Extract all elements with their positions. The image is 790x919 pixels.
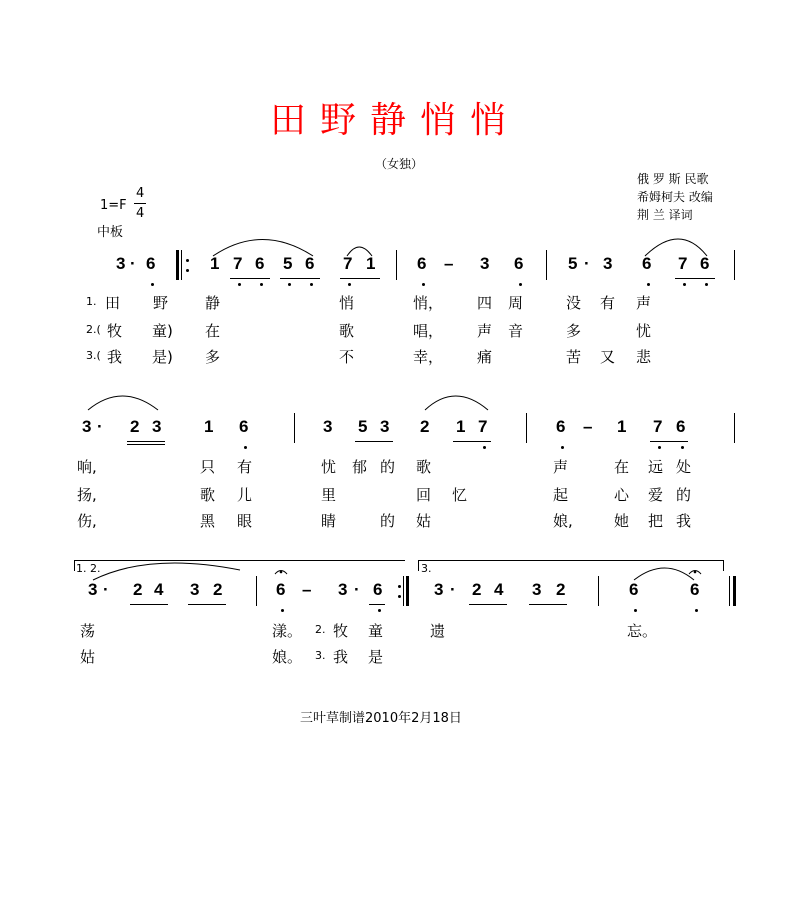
low-octave-dot xyxy=(281,609,284,612)
note: 6 xyxy=(146,254,156,273)
lyric-syllable: 把 xyxy=(648,512,664,530)
credit-origin: 俄 罗 斯 民歌 xyxy=(637,172,709,186)
volta-label-3: 3. xyxy=(421,562,432,575)
lyric-syllable: 有 xyxy=(600,294,616,312)
eighth-beam xyxy=(130,604,168,605)
note: 2 xyxy=(472,580,482,599)
note: 3 xyxy=(152,417,162,436)
lyric-syllable: 幸， xyxy=(413,348,444,366)
lyric-syllable: 又 xyxy=(600,348,616,366)
lyric-syllable: 悄， xyxy=(413,294,444,312)
lyric-syllable: 回 xyxy=(416,486,432,504)
lyric-syllable: 周 xyxy=(508,294,524,312)
lyric-syllable: 牧 xyxy=(107,322,123,340)
lyric-syllable: 歌 xyxy=(200,486,216,504)
lyric-syllable: 歌 xyxy=(339,322,355,340)
note: 4 xyxy=(154,580,164,599)
note: 4 xyxy=(494,580,504,599)
note: 6 xyxy=(629,580,639,599)
lyric-syllable: 歌 xyxy=(416,458,432,476)
note: 6 xyxy=(373,580,383,599)
lyric-syllable: 田 xyxy=(105,294,121,312)
note: 2 xyxy=(556,580,566,599)
verse-number: 3. xyxy=(315,649,326,662)
note: · xyxy=(450,580,456,599)
lyric-syllable: 痛 xyxy=(477,348,493,366)
note: 7 xyxy=(233,254,243,273)
note: 6 xyxy=(514,254,524,273)
note: 6 xyxy=(239,417,249,436)
lyric-syllable: 四 xyxy=(477,294,493,312)
low-octave-dot xyxy=(695,609,698,612)
note: 1 xyxy=(366,254,376,273)
note: · xyxy=(130,254,136,273)
note: 3 xyxy=(323,417,333,436)
note: – xyxy=(302,580,312,599)
low-octave-dot xyxy=(244,446,247,449)
lyric-syllable: 睛 xyxy=(321,512,337,530)
lyric-syllable: 响, xyxy=(77,458,97,476)
verse-number: 2.( xyxy=(86,323,101,336)
lyric-syllable: 音 xyxy=(508,322,524,340)
lyric-syllable: 声 xyxy=(553,458,569,476)
lyric-syllable: 的 xyxy=(380,458,396,476)
lyric-syllable: 在 xyxy=(205,322,221,340)
lyric-syllable: 漾。 xyxy=(272,622,303,640)
note: · xyxy=(354,580,360,599)
low-octave-dot xyxy=(634,609,637,612)
note: 1 xyxy=(456,417,466,436)
lyric-syllable: 童 xyxy=(368,622,384,640)
low-octave-dot xyxy=(561,446,564,449)
lyric-syllable: 黑 xyxy=(200,512,216,530)
note: 3 xyxy=(532,580,542,599)
lyric-syllable: 童) xyxy=(152,322,173,340)
lyric-syllable: 姑 xyxy=(80,648,96,666)
note: 1 xyxy=(617,417,627,436)
lyric-syllable: 姑 xyxy=(416,512,432,530)
note: 6 xyxy=(700,254,710,273)
lyric-syllable: 的 xyxy=(676,486,692,504)
time-signature-bottom: 4 xyxy=(136,206,145,221)
footer-credit: 三叶草制谱2010年2月18日 xyxy=(300,711,462,726)
eighth-beam xyxy=(650,441,688,442)
lyric-syllable: 儿 xyxy=(237,486,253,504)
note: 2 xyxy=(133,580,143,599)
lyric-syllable: 苦 xyxy=(566,348,582,366)
lyric-syllable: 忧 xyxy=(321,458,337,476)
lyric-syllable: 娘, xyxy=(553,512,573,530)
verse-number: 3.( xyxy=(86,349,101,362)
note: 6 xyxy=(556,417,566,436)
tempo-marking: 中板 xyxy=(97,225,124,240)
note: 3 xyxy=(380,417,390,436)
lyric-syllable: 是) xyxy=(152,348,173,366)
lyric-syllable: 多 xyxy=(205,348,221,366)
note: – xyxy=(444,254,454,273)
verse-number: 1. xyxy=(86,295,97,308)
note: 2 xyxy=(213,580,223,599)
eighth-beam xyxy=(469,604,507,605)
lyric-syllable: 伤, xyxy=(77,512,97,530)
eighth-beam xyxy=(127,441,165,442)
lyric-syllable: 她 xyxy=(614,512,630,530)
note: 1 xyxy=(210,254,220,273)
note: 3 xyxy=(434,580,444,599)
lyric-syllable: 爱 xyxy=(648,486,664,504)
note: 3 xyxy=(116,254,126,273)
note: 3 xyxy=(338,580,348,599)
note: 6 xyxy=(690,580,700,599)
lyric-syllable: 忧 xyxy=(636,322,652,340)
lyric-syllable: 是 xyxy=(368,648,384,666)
lyric-syllable: 声 xyxy=(636,294,652,312)
lyric-syllable: 我 xyxy=(107,348,123,366)
low-octave-dot xyxy=(681,446,684,449)
lyric-syllable: 娘。 xyxy=(272,648,303,666)
lyric-syllable: 荡 xyxy=(80,622,96,640)
eighth-beam xyxy=(188,604,226,605)
note: 7 xyxy=(478,417,488,436)
sixteenth-beam xyxy=(127,444,165,445)
verse-number: 2. xyxy=(315,623,326,636)
time-signature-top: 4 xyxy=(136,186,145,201)
eighth-beam xyxy=(453,441,491,442)
lyric-syllable: 起 xyxy=(553,486,569,504)
lyric-syllable: 眼 xyxy=(237,512,253,530)
eighth-beam xyxy=(369,604,385,605)
lyric-syllable: 我 xyxy=(676,512,692,530)
lyric-syllable: 郁 xyxy=(352,458,368,476)
note: 1 xyxy=(204,417,214,436)
eighth-beam xyxy=(529,604,567,605)
lyric-syllable: 忘。 xyxy=(627,622,658,640)
lyric-syllable: 的 xyxy=(380,512,396,530)
lyric-syllable: 里 xyxy=(321,486,337,504)
note: 2 xyxy=(420,417,430,436)
note: · xyxy=(97,417,103,436)
low-octave-dot xyxy=(483,446,486,449)
lyric-syllable: 唱， xyxy=(413,322,444,340)
credit-translator: 荆 兰 译词 xyxy=(637,208,693,222)
note: 3 xyxy=(480,254,490,273)
lyric-syllable: 只 xyxy=(200,458,216,476)
note: 3 xyxy=(190,580,200,599)
note: 5 xyxy=(283,254,293,273)
lyric-syllable: 处 xyxy=(676,458,692,476)
note: 5 xyxy=(568,254,578,273)
note: 3 xyxy=(603,254,613,273)
lyric-syllable: 悄 xyxy=(339,294,355,312)
song-subtitle: （女独） xyxy=(375,157,424,171)
low-octave-dot xyxy=(378,609,381,612)
lyric-syllable: 扬, xyxy=(77,486,97,504)
credit-arranger: 希姆柯夫 改编 xyxy=(637,190,713,204)
key-signature: 1=F xyxy=(100,198,127,213)
slurs-line-1 xyxy=(0,0,790,300)
lyric-syllable: 牧 xyxy=(333,622,349,640)
lyric-syllable: 不 xyxy=(339,348,355,366)
note: 6 xyxy=(676,417,686,436)
note: · xyxy=(103,580,109,599)
note: 7 xyxy=(653,417,663,436)
note: 6 xyxy=(255,254,265,273)
lyric-syllable: 远 xyxy=(648,458,664,476)
note: – xyxy=(583,417,593,436)
note: 5 xyxy=(358,417,368,436)
lyric-syllable: 遗 xyxy=(430,622,446,640)
note: 6 xyxy=(305,254,315,273)
note: 2 xyxy=(130,417,140,436)
low-octave-dot xyxy=(658,446,661,449)
lyric-syllable: 悲 xyxy=(636,348,652,366)
lyric-syllable: 静 xyxy=(205,294,221,312)
note: · xyxy=(584,254,590,273)
lyric-syllable: 有 xyxy=(237,458,253,476)
note: 3 xyxy=(82,417,92,436)
lyric-syllable: 多 xyxy=(566,322,582,340)
lyric-syllable: 忆 xyxy=(452,486,468,504)
note: 7 xyxy=(678,254,688,273)
note: 6 xyxy=(276,580,286,599)
slurs-line-3 xyxy=(0,550,790,600)
note: 6 xyxy=(642,254,652,273)
song-title: 田野静悄悄 xyxy=(269,100,520,141)
lyric-syllable: 没 xyxy=(566,294,582,312)
lyric-syllable: 声 xyxy=(477,322,493,340)
eighth-beam xyxy=(355,441,393,442)
note: 3 xyxy=(88,580,98,599)
note: 7 xyxy=(343,254,353,273)
slurs-line-2 xyxy=(0,380,790,440)
lyric-syllable: 野 xyxy=(153,294,169,312)
lyric-syllable: 我 xyxy=(333,648,349,666)
note: 6 xyxy=(417,254,427,273)
lyric-syllable: 心 xyxy=(614,486,630,504)
lyric-syllable: 在 xyxy=(614,458,630,476)
volta-label-1-2: 1. 2. xyxy=(76,562,101,575)
